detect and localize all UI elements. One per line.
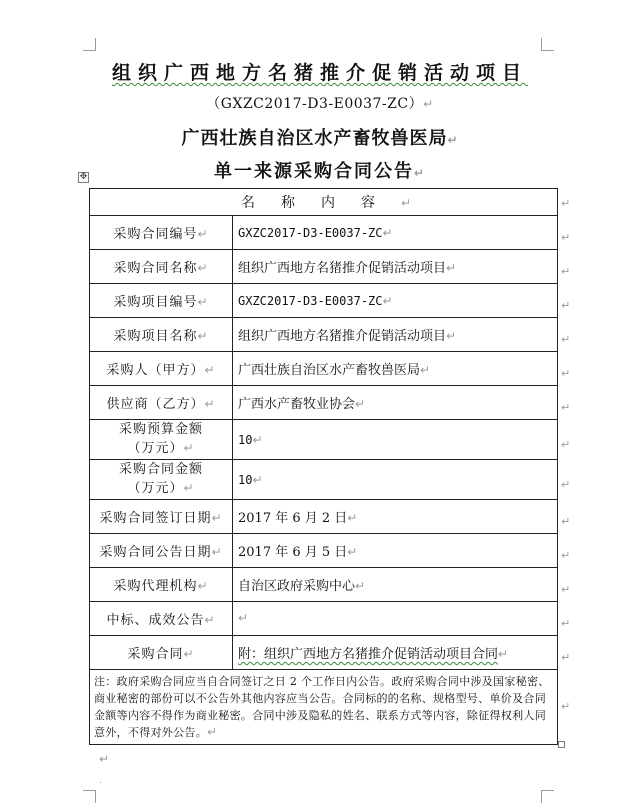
row-end-mark: ↵ (561, 549, 571, 562)
page-corner-bottom-right (541, 790, 554, 803)
contract-attachment-link[interactable]: 附：组织广西地方名猪推介促销活动项目合同↵ (233, 636, 558, 670)
table-row (90, 386, 558, 420)
note-row (90, 670, 558, 745)
row-value[interactable]: GXZC2017-D3-E0037-ZC↵ (233, 216, 558, 250)
table-resize-handle[interactable] (558, 741, 565, 748)
row-value[interactable]: 组织广西地方名猪推介促销活动项目↵ (233, 250, 558, 284)
row-value[interactable]: 自治区政府采购中心↵ (233, 568, 558, 602)
row-end-mark: ↵ (561, 617, 571, 630)
row-end-mark: ↵ (561, 265, 571, 278)
row-label[interactable]: 采购合同金额 （万元）↵ (90, 460, 233, 500)
row-label[interactable]: 采购合同名称↵ (90, 250, 233, 284)
row-label[interactable]: 采购代理机构↵ (90, 568, 233, 602)
table-row (90, 216, 558, 250)
table-row (90, 250, 558, 284)
row-label[interactable]: 供应商（乙方）↵ (90, 386, 233, 420)
row-end-mark: ↵ (561, 197, 571, 210)
row-end-mark: ↵ (561, 478, 571, 491)
table-row (90, 420, 558, 460)
row-label[interactable]: 采购人（甲方）↵ (90, 352, 233, 386)
paragraph-mark: ↵ (447, 133, 459, 147)
row-label[interactable]: 采购项目名称↵ (90, 318, 233, 352)
table-row (90, 500, 558, 534)
row-label[interactable]: 中标、成效公告↵ (90, 602, 233, 636)
row-value[interactable]: 10↵ (233, 460, 558, 500)
table-move-handle-icon[interactable]: ✥ (79, 172, 88, 182)
paragraph-mark-small: . (99, 776, 102, 786)
row-value[interactable]: ↵ (233, 602, 558, 636)
row-value[interactable]: 组织广西地方名猪推介促销活动项目↵ (233, 318, 558, 352)
table-row (90, 352, 558, 386)
paragraph-mark: ↵ (423, 97, 434, 111)
row-value[interactable]: GXZC2017-D3-E0037-ZC↵ (233, 284, 558, 318)
row-label[interactable]: 采购合同↵ (90, 636, 233, 670)
row-end-mark: ↵ (561, 515, 571, 528)
row-label[interactable]: 采购合同签订日期↵ (90, 500, 233, 534)
row-end-mark: ↵ (561, 700, 571, 713)
table-row (90, 318, 558, 352)
row-end-mark: ↵ (561, 367, 571, 380)
row-label[interactable]: 采购合同公告日期↵ (90, 534, 233, 568)
project-title[interactable]: 组织广西地方名猪推介促销活动项目 (111, 62, 528, 84)
table-row (90, 568, 558, 602)
row-end-mark: ↵ (561, 651, 571, 664)
paragraph-mark: ↵ (99, 752, 110, 766)
row-label[interactable]: 采购预算金额 （万元）↵ (90, 420, 233, 460)
table-header-row (90, 189, 558, 216)
table-header[interactable]: 名称内容↵ (90, 189, 558, 216)
row-value[interactable]: 2017 年 6 月 2 日↵ (233, 500, 558, 534)
row-value[interactable]: 2017 年 6 月 5 日↵ (233, 534, 558, 568)
table-row (90, 460, 558, 500)
paragraph-mark: ↵ (413, 166, 427, 180)
row-end-mark: ↵ (561, 299, 571, 312)
row-value[interactable]: 10↵ (233, 420, 558, 460)
row-value[interactable]: 广西水产畜牧业协会↵ (233, 386, 558, 420)
project-code[interactable]: （GXZC2017-D3-E0037-ZC）↵ (206, 96, 434, 112)
row-label[interactable]: 采购合同编号↵ (90, 216, 233, 250)
table-row (90, 284, 558, 318)
notice-title[interactable]: 单一来源采购合同公告↵ (213, 161, 427, 182)
row-value[interactable]: 广西壮族自治区水产畜牧兽医局↵ (233, 352, 558, 386)
page-corner-top-right (541, 38, 554, 51)
row-end-mark: ↵ (561, 231, 571, 244)
row-label[interactable]: 采购项目编号↵ (90, 284, 233, 318)
page-corner-bottom-left (83, 790, 96, 803)
row-end-mark: ↵ (561, 333, 571, 346)
table-row (90, 636, 558, 670)
row-end-mark: ↵ (561, 438, 571, 451)
note-text[interactable]: 注：政府采购合同应当自合同签订之日 2 个工作日内公告。政府采购合同中涉及国家秘密、商业秘密的部份可以不公告外其他内容应当公告。合同标的的名称、规格型号、单价及合同金额等内容不得作为商业秘密。合同中涉及隐私的姓名、联系方式等内容，除征得权利人同意外，不得对外公告。↵ (90, 670, 558, 745)
page-corner-top-left (83, 38, 96, 51)
agency-name[interactable]: 广西壮族自治区水产畜牧兽医局↵ (181, 128, 459, 149)
table-row (90, 602, 558, 636)
table-row (90, 534, 558, 568)
contract-info-table (89, 188, 558, 745)
row-end-mark: ↵ (561, 401, 571, 414)
row-end-mark: ↵ (561, 583, 571, 596)
paragraph-mark: ↵ (400, 196, 412, 210)
